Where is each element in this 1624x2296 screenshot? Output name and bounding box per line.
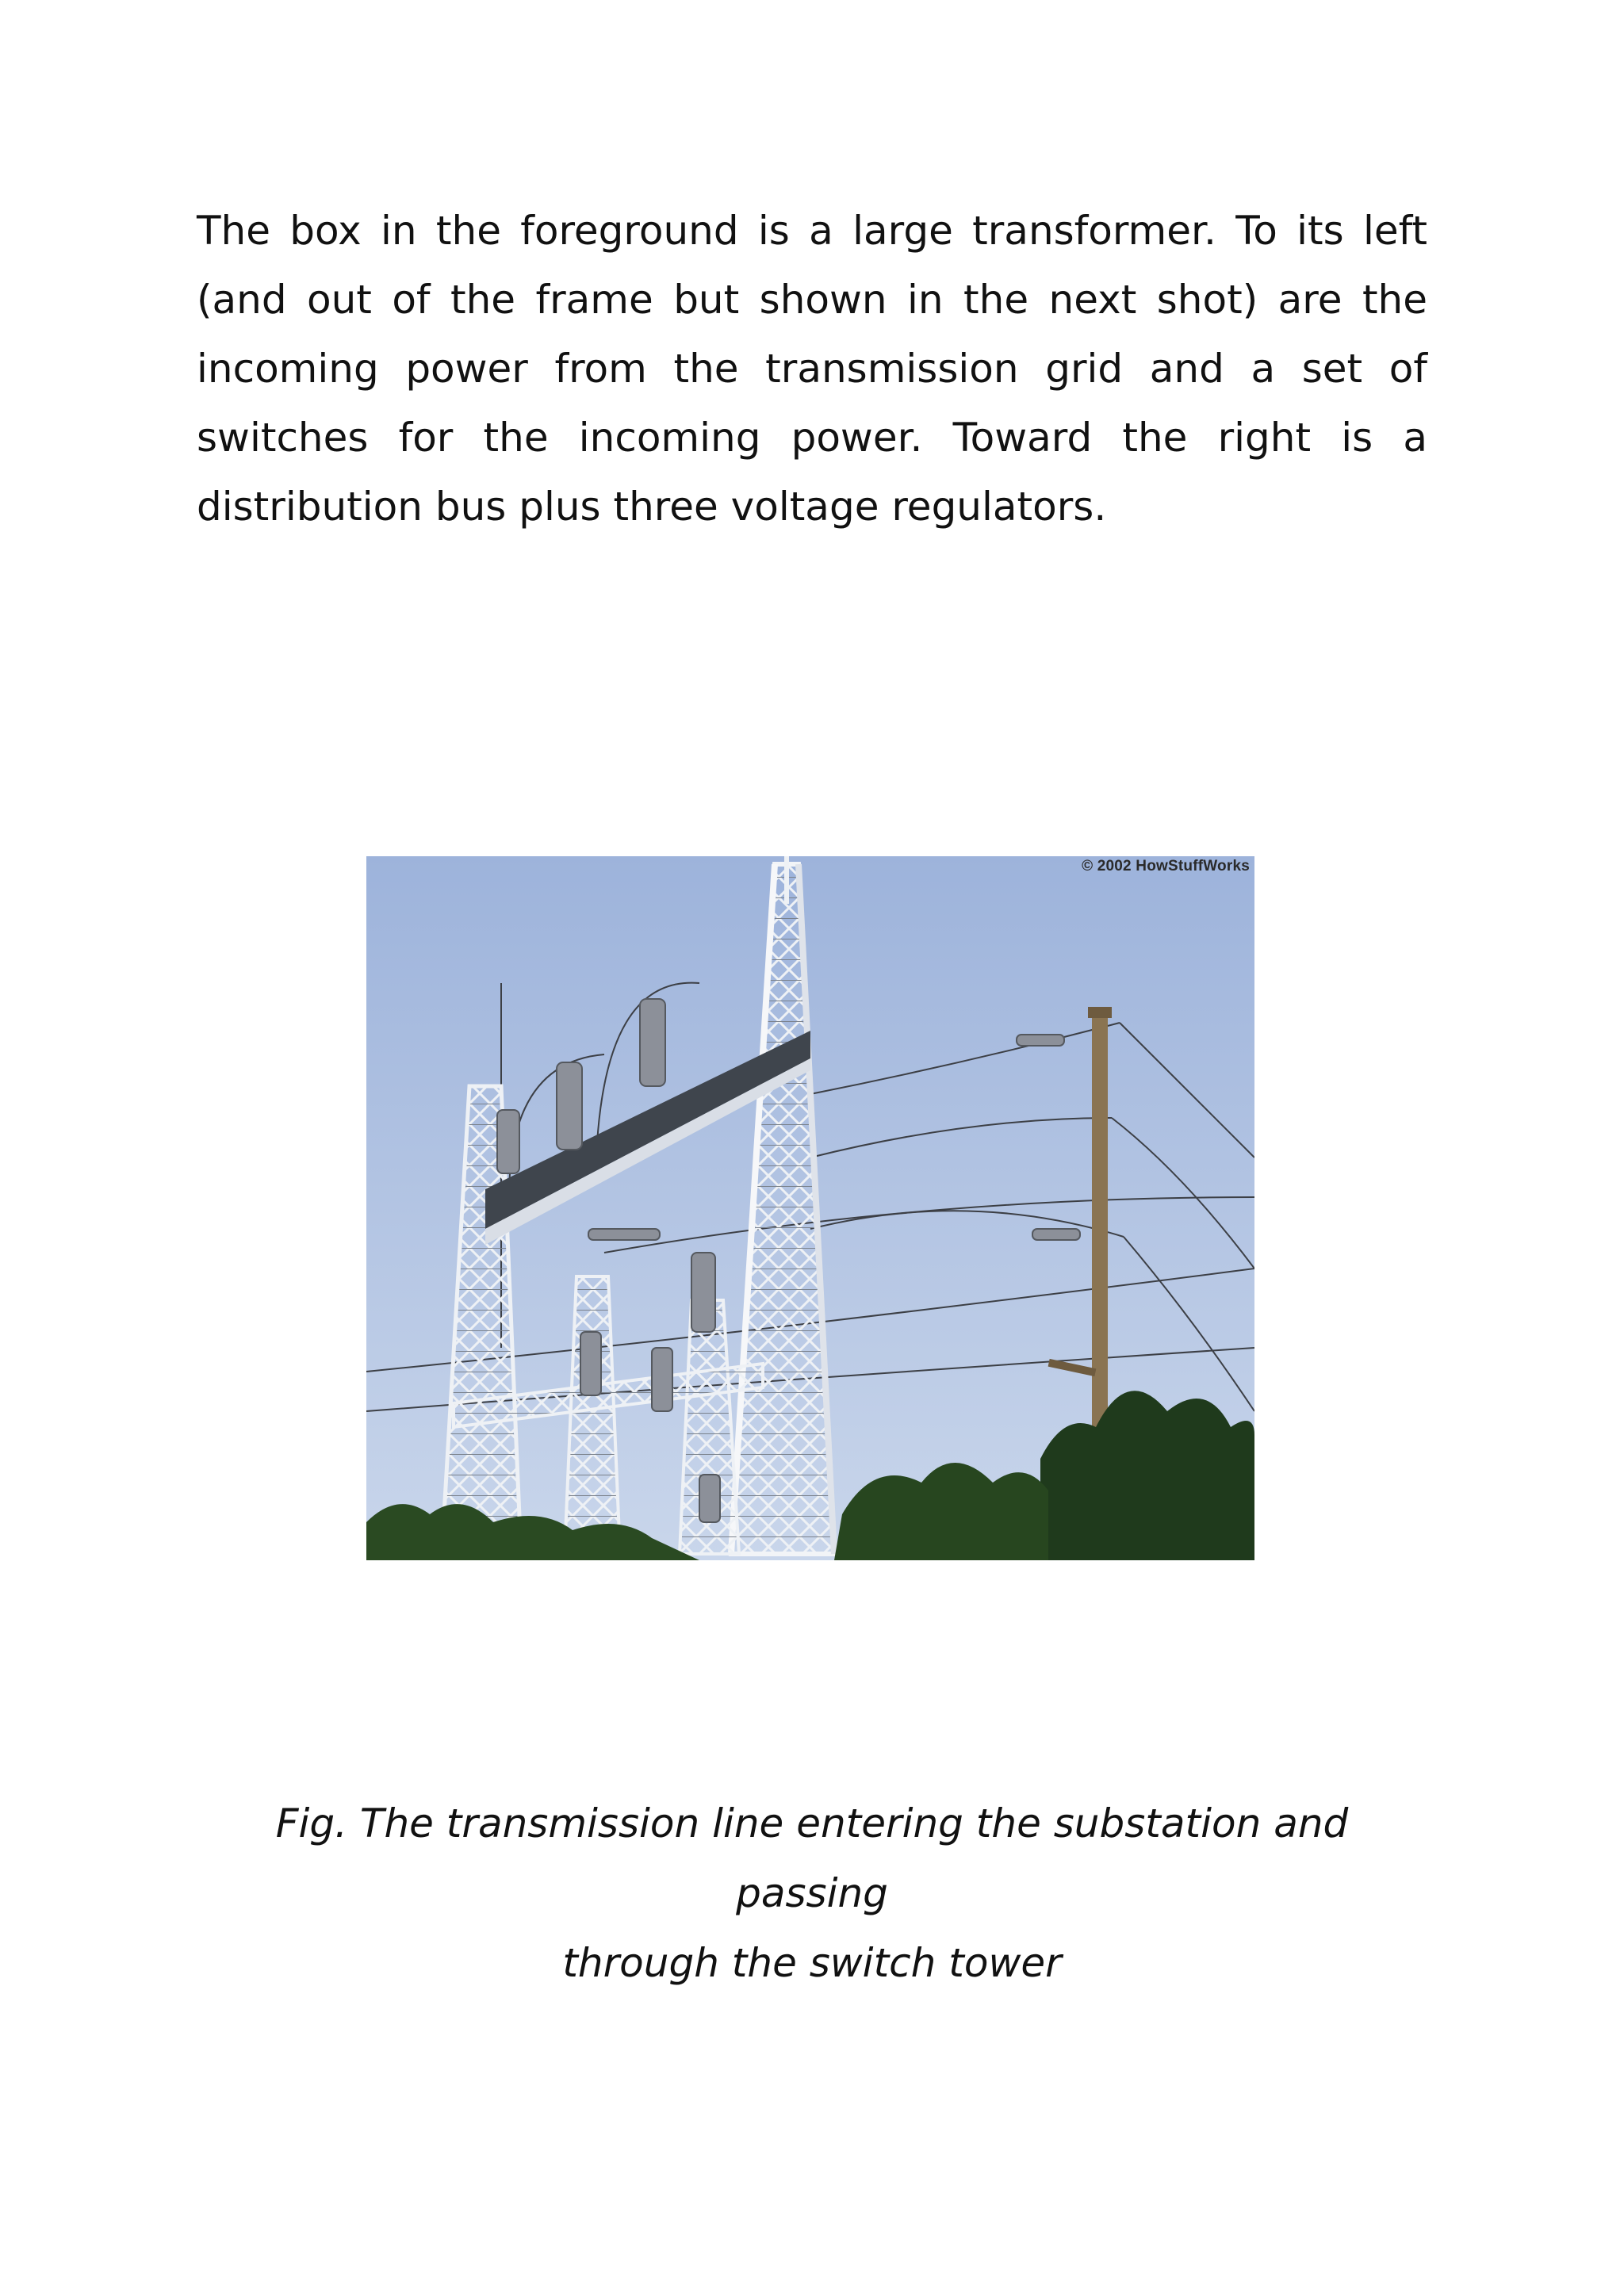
caption-line-1: Fig. The transmission line entering the substation and passing [275,1800,1349,1916]
copyright-watermark: © 2002 HowStuffWorks [1082,858,1250,874]
figure-caption [197,1789,1427,1998]
caption-line-2: through the switch tower [562,1940,1062,1986]
substation-illustration [366,856,1254,1560]
substation-photo [366,856,1254,1560]
body-paragraph: The box in the foreground is a large transformer. To its left (and out of the frame but shown in the next shot) are the incoming power from the transmission grid and a set of switches for the incoming power. Toward the right is a distribution bus plus three voltage regulators. [197,208,1427,530]
